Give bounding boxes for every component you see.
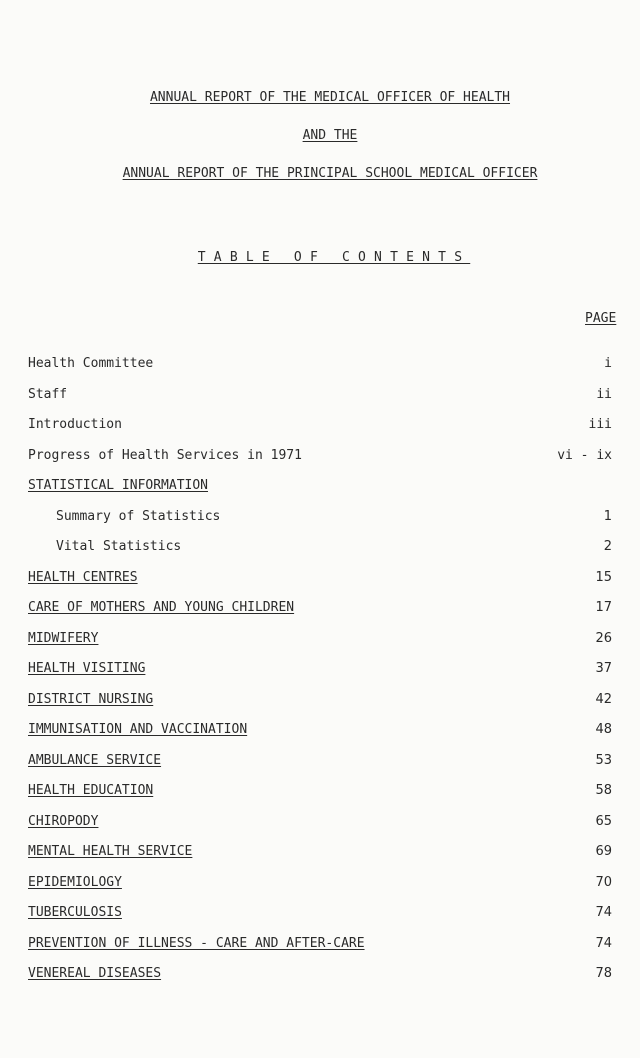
toc-entry-page: 37 [595, 661, 612, 676]
toc-entry-label: HEALTH CENTRES [28, 569, 138, 585]
toc-entry-label: Progress of Health Services in 1971 [28, 447, 302, 463]
toc-entry-label: AMBULANCE SERVICE [28, 752, 162, 768]
toc-entry-page: 69 [595, 844, 612, 859]
toc-entry-label: Vital Statistics [56, 539, 182, 554]
toc-entry-page: 1 [603, 508, 612, 524]
toc-entry [0, 814, 640, 845]
toc-entry-label: PREVENTION OF ILLNESS - CARE AND AFTER-CARE [28, 935, 365, 951]
toc-entry-label: CARE OF MOTHERS AND YOUNG CHILDREN [28, 600, 295, 615]
toc-entry-page: i [604, 356, 612, 371]
toc-entry-label: CHIROPODY [28, 813, 99, 829]
toc-entry-label: Staff [28, 386, 68, 402]
toc-entry-page: 74 [595, 905, 612, 920]
report-title-line-2: AND THE [302, 128, 358, 143]
toc-entry-label: HEALTH EDUCATION [28, 783, 154, 798]
report-title-line-1: ANNUAL REPORT OF THE MEDICAL OFFICER OF HEALTH [149, 90, 511, 105]
toc-entry [0, 844, 640, 875]
toc-entry-page: 78 [595, 966, 612, 981]
toc-entry [0, 600, 640, 631]
toc-entry-label: TUBERCULOSIS [28, 905, 122, 920]
toc-entry-label: MIDWIFERY [28, 630, 99, 646]
toc-entry-label: IMMUNISATION AND VACCINATION [28, 722, 248, 737]
toc-entry-page: 42 [595, 691, 612, 707]
toc-entry-page: 53 [595, 752, 612, 768]
toc-entry [0, 448, 640, 479]
toc-entry [0, 753, 640, 784]
toc-entry-label: HEALTH VISITING [28, 661, 146, 676]
toc-entry [0, 875, 640, 906]
toc-entry-page: vi - ix [557, 447, 612, 463]
toc-entry [0, 905, 640, 936]
toc-entries [0, 356, 640, 997]
toc-entry-page: 58 [595, 783, 612, 798]
toc-entry-page: 26 [595, 630, 612, 646]
toc-entry-label: Summary of Statistics [56, 508, 221, 524]
toc-entry-label: Introduction [28, 417, 122, 432]
toc-entry-page: ii [596, 386, 612, 402]
toc-entry [0, 661, 640, 692]
toc-entry [0, 570, 640, 601]
page-column-label: PAGE [585, 311, 617, 326]
toc-entry-page: iii [588, 417, 612, 432]
toc-entry-page: 15 [595, 569, 612, 585]
toc-entry [0, 783, 640, 814]
toc-entry [0, 936, 640, 967]
toc-entry [0, 356, 640, 387]
toc-entry-label: EPIDEMIOLOGY [28, 874, 122, 890]
toc-entry [0, 539, 640, 570]
toc-entry-label: Health Committee [28, 356, 154, 371]
toc-entry [0, 387, 640, 418]
toc-entry [0, 692, 640, 723]
report-title-line-3: ANNUAL REPORT OF THE PRINCIPAL SCHOOL MEDICAL OFFICER [122, 166, 538, 181]
toc-entry [0, 966, 640, 997]
toc-entry-label: VENEREAL DISEASES [28, 966, 162, 981]
table-of-contents-title: TABLE OF CONTENTS [197, 250, 471, 265]
toc-entry [0, 478, 640, 509]
toc-entry-label: STATISTICAL INFORMATION [28, 478, 209, 493]
toc-entry-page: 70 [595, 874, 612, 890]
toc-entry-page: 48 [595, 722, 612, 737]
toc-entry-label: MENTAL HEALTH SERVICE [28, 844, 193, 859]
toc-entry [0, 631, 640, 662]
toc-entry-page: 17 [595, 600, 612, 615]
toc-entry-page: 65 [595, 813, 612, 829]
toc-entry [0, 509, 640, 540]
toc-entry [0, 417, 640, 448]
toc-entry-label: DISTRICT NURSING [28, 691, 154, 707]
toc-entry [0, 722, 640, 753]
toc-entry-page: 74 [595, 935, 612, 951]
toc-entry-page: 2 [603, 539, 612, 554]
